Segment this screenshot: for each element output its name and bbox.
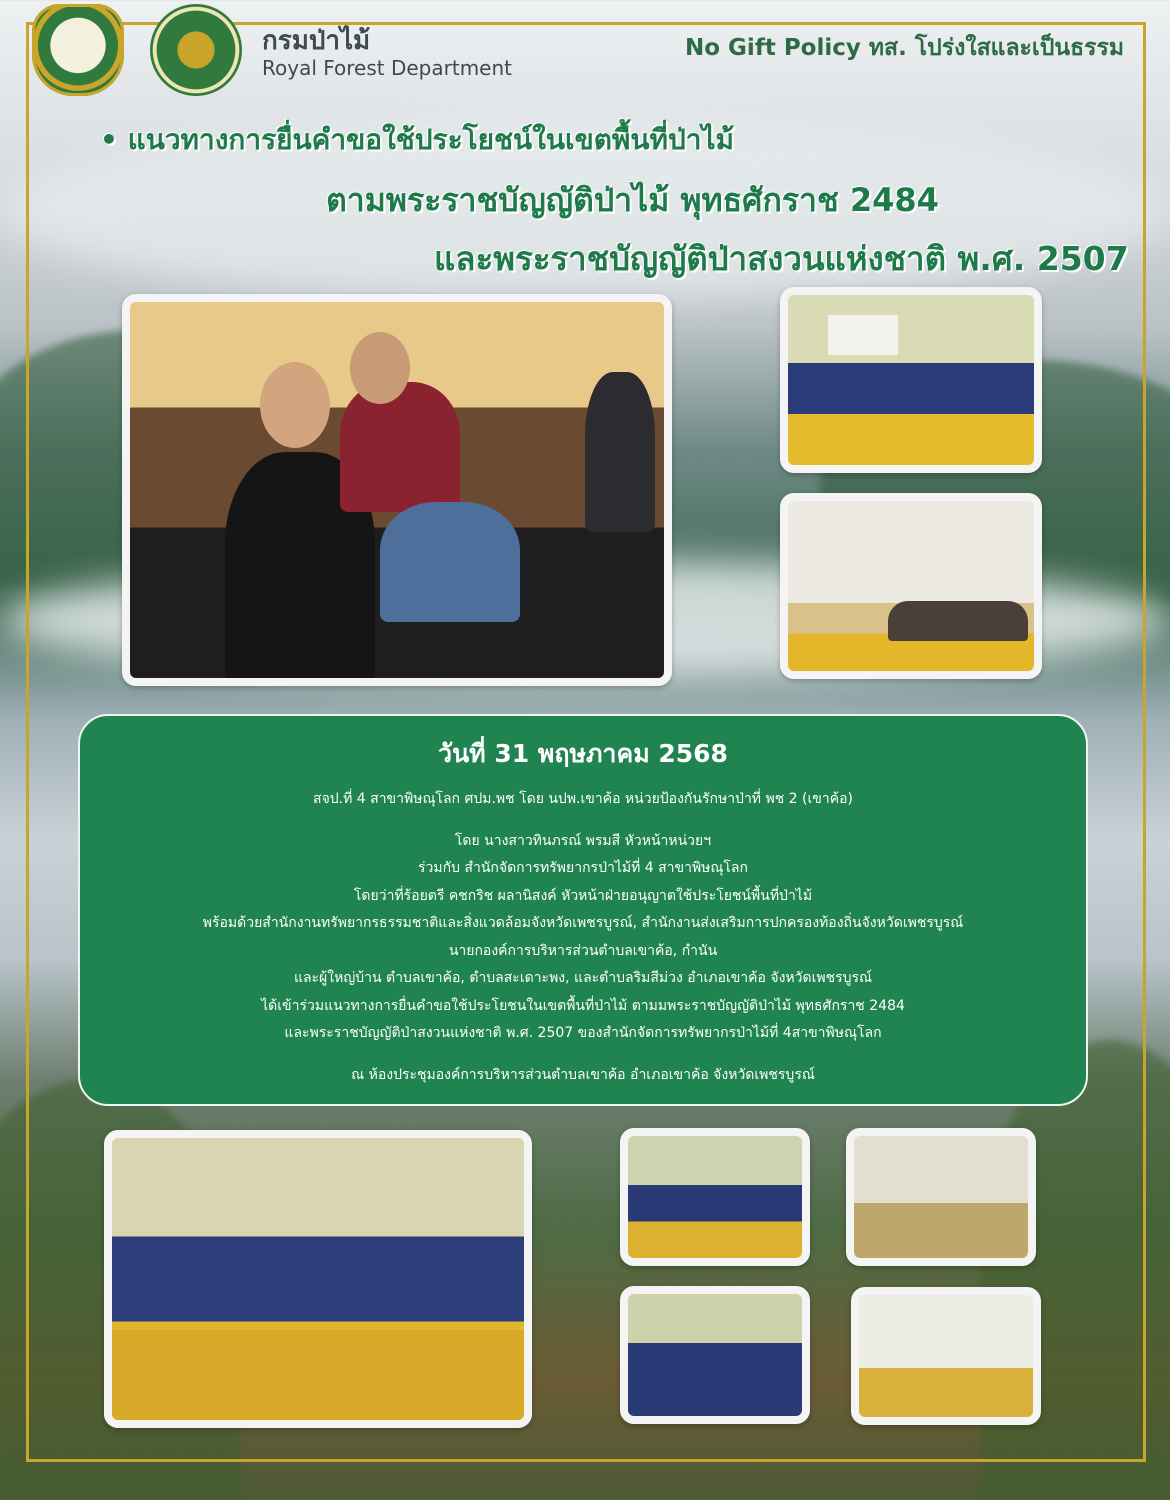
person-man-dark-suit	[585, 372, 655, 532]
presenters	[888, 601, 1028, 641]
person-head	[260, 362, 330, 448]
photo-meeting-room-4	[620, 1286, 810, 1424]
event-info-box	[78, 714, 1088, 1106]
no-gift-policy-slogan: No Gift Policy ทส. โปร่งใสและเป็นธรรม	[685, 35, 1124, 61]
table-gold-cloth	[112, 1330, 524, 1420]
person-man-jeans	[380, 502, 520, 622]
photo-meeting-room-3	[846, 1128, 1036, 1266]
title-line-1: • แนวทางการยื่นคำขอใช้ประโยชน์ในเขตพื้นที่ป่าไม้	[100, 123, 734, 156]
title-line-2: ตามพระราชบัญญัติป่าไม้ พุทธศักราช 2484	[326, 181, 939, 219]
photo-presentation-slide	[780, 493, 1042, 679]
info-line: และพระราชบัญญัติป่าสงวนแห่งชาติ พ.ศ. 2507 ของสำนักจัดการทรัพยากรป่าไม้ที่ 4สาขาพิษณุโลก	[284, 1025, 882, 1041]
projector-screen	[828, 315, 898, 355]
photo-meeting-room-1	[780, 287, 1042, 473]
person-man-red-shirt	[340, 382, 460, 512]
photo-officials-seated	[122, 294, 672, 686]
photo-meeting-room-2	[620, 1128, 810, 1266]
photo-meeting-attendees	[104, 1130, 532, 1428]
info-line: และผู้ใหญ่บ้าน ตำบลเขาค้อ, ตำบลสะเดาะพง, และตำบลริมสีม่วง อำเภอเขาค้อ จังหวัดเพชรบูรณ์	[293, 970, 873, 986]
royal-forest-department-logo	[150, 4, 242, 96]
info-line: พร้อมด้วยสำนักงานทรัพยากรธรรมชาติและสิ่งแวดล้อมจังหวัดเพชรบูรณ์, สำนักงานส่งเสริมการปกครองท้องถิ่นจังหวัดเพชรบูรณ์	[202, 915, 964, 931]
info-line: โดย นางสาวทินภรณ์ พรมสี หัวหน้าหน่วยฯ	[454, 832, 712, 849]
info-line: นายกองค์การบริหารส่วนตำบลเขาค้อ, กำนัน	[448, 942, 718, 959]
brand-name-thai: กรมป่าไม้	[262, 26, 371, 56]
info-line-venue: ณ ห้องประชุมองค์การบริหารส่วนตำบลเขาค้อ อำเภอเขาค้อ จังหวัดเพชรบูรณ์	[351, 1066, 815, 1083]
person-head	[350, 332, 410, 404]
ministry-emblem-logo	[32, 4, 124, 96]
info-line: โดยว่าที่ร้อยตรี คชกริช ผลานิสงค์ หัวหน้าฝ่ายอนุญาตใช้ประโยชน์พื้นที่ป่าไม้	[353, 887, 813, 904]
brand-name-english: Royal Forest Department	[262, 56, 512, 80]
photo-meeting-room-5	[851, 1287, 1041, 1425]
title-line-3: และพระราชบัญญัติป่าสงวนแห่งชาติ พ.ศ. 2507	[434, 239, 1129, 278]
info-line: ได้เข้าร่วมแนวทางการยื่นคำขอใช้ประโยชนในเขตพื้นที่ป่าไม้ ตามมพระราชบัญญัติป่าไม้ พุทธศักราช 2484	[261, 997, 905, 1014]
info-line-organizer: สจป.ที่ 4 สาขาพิษณุโลก ศปม.พช โดย นปพ.เขาค้อ หน่วยป้องกันรักษาป่าที่ พช 2 (เขาค้อ)	[313, 791, 853, 807]
info-line: ร่วมกับ สำนักจัดการทรัพยากรป่าไม้ที่ 4 สาขาพิษณุโลก	[418, 860, 748, 876]
event-date: วันที่ 31 พฤษภาคม 2568	[438, 739, 728, 768]
